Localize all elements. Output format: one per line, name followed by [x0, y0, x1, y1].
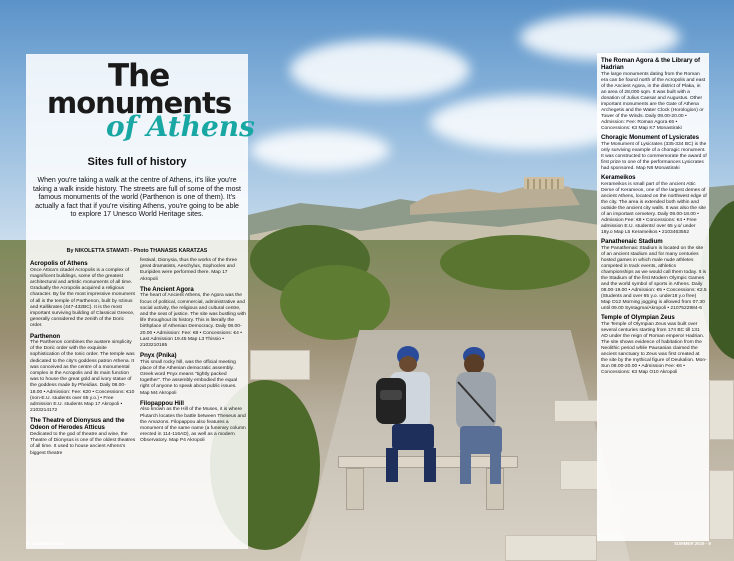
- section-parthenon: [30, 333, 136, 415]
- person-seated: [444, 342, 514, 490]
- stone-block: [505, 535, 597, 561]
- stone-block: [709, 470, 734, 540]
- title-line-1: The: [108, 58, 170, 94]
- cloud: [250, 130, 390, 170]
- section-body: The Monument of Lysicrates (335-334 BC) is the only surviving example of a choragic monument. It was constructed to commemorate the award of first prize to one of the performances Lysicrates had sponsored. Map N8 Monastiraki: [601, 141, 707, 171]
- section-theatre-of-dionysus: [30, 417, 136, 456]
- article-column-1: [30, 260, 136, 460]
- cloud: [290, 40, 470, 100]
- section-heading: The Roman Agora & the Library of Hadrian: [601, 57, 700, 71]
- section-body: The Temple of Olympian Zeus was built over several centuries starting from 174 BC till 131 AD under the reign of Roman emperor Hadrian. The site shows evidence of habitation from the Neolithic period while Pausanias claimed the ancient sanctuary to Zeus was first created at the site by the mythical figure of Deukalion. Mon-Sun 08.00-20.00 • Admission Fee: €6 • Concessions: €3 Map O10 Akropoli: [601, 321, 707, 375]
- section-body: The heart of Ancient Athens, the Agora was the focus of political, commercial, administrative and social activity, the religious and cultural centre, and the seat of justice. The site was bustling with life throughout its history. This is literally the birthplace of Athenian Democracy. Daily 08.00-20.00 • Admission: Fee: €8 • Concessions: €4 • Last Admission 19.45 Map L3 Thissio • 2103210185: [140, 293, 246, 348]
- section-body: Kerameikos is small part of the ancient Attic Deme of Kerameon, one of the largest demes of ancient Athens, located on the northwest edge of the city. The area is extended both within and outside the ancient city walls. It was also the site of an important cemetery. Daily 08.00-18.00 • Admission Fee: €8 • Concessions: €4 • Free admission E.U. students/ over 65 y.o/ under 18y.o Map L5 Kerameikos • 2103463552: [601, 181, 707, 235]
- bench-leg: [346, 468, 364, 510]
- subtitle: Sites full of history: [87, 156, 187, 168]
- section-body: Once Attica's citadel Acropolis is a complex of magnificent buildings, some of the greatest architectural and artistic monuments of all time. Gradually the Acropolis acquired a religious character. By far the most impressive monument of all is the temple of Parthenon, built by Ictinus and Kallikrates (447-432BC). It is the most important surviving building of Classical Greece, generally considered the zenith of the Doric order.: [30, 267, 135, 329]
- stone-block: [560, 460, 598, 490]
- section-heading: The Ancient Agora: [140, 285, 194, 293]
- section-theatre-continued: [140, 258, 246, 283]
- stone-block: [250, 350, 310, 380]
- title-line-3: of Athens: [106, 110, 255, 143]
- section-filopappou: [140, 400, 246, 445]
- folio-left: 8 · SUMMER 2019: [26, 541, 63, 546]
- section-body: This small rocky hill, was the official meeting place of the Athenian democratic assembly. Greek word Pnyx means "tightly packed together". The assembly embodied the equal right of anyone to speak about public issues. Map M4 Akropoli: [140, 359, 238, 396]
- section-pnyx: [140, 352, 246, 397]
- section-kerameikos: [601, 174, 707, 236]
- folio-right: SUMMER 2019 · 9: [674, 541, 711, 546]
- section-heading: Pnyx (Pnika): [140, 352, 177, 360]
- section-body: The large monuments dating from the Roman era can be found north of the Acropolis and east of the Ancient Agora, in the district of Plaka, in an area of 28,000 sqm. It was built with a donation of Julius Caesar and Augustus. Other important monuments are the Gate of Athena Archegetis and the Water Clock (Horologion) or Tower of the Winds. Daily 08.00-20.00 • Admission: Fee: Roman Agora €6 • Concessions: €3 Map K7 Monastiraki: [601, 71, 706, 131]
- section-body: The Parthenon combines the austere simplicity of the Doric order with the exquisite sophistication of the Ionic order. The temple was dedicated to the city's goddess patron Athena. It was conceived as the centre of a monumental complex in the Acropolis and its main function was to house the great gold and ivory statue of the goddess made by Pheidias. Daily 08.00-18.00 • Admission: Fee: €20 • Concessions: €10 (non-E.U. students over 65 y.o.) • Free admission E.U. students Map 17 Akropoli • 2103214172: [30, 340, 135, 414]
- section-body: festival, Dionysia, thus the works of the three great dramatists, Aeschylus, Sophocles and Euripides were performed there. Map 17 Akropoli: [140, 258, 238, 282]
- byline: By NIKOLETTA STAMATI - Photo THANASIS KARATZAS: [66, 248, 208, 254]
- section-heading: Filopappou Hill: [140, 399, 185, 407]
- stone-block: [709, 380, 734, 440]
- section-body: Also known as the Hill of the Muses, it is where Plutarch locates the battle between Theseus and the Amazons. Filopappou also features a monument of the same name (a funerary column erected in 114-116AD), as well as a modern Observatory. Map P4 Akropoli: [140, 407, 246, 444]
- section-lysicrates: [601, 134, 707, 172]
- section-roman-agora: [601, 57, 707, 132]
- section-acropolis: [30, 260, 136, 330]
- section-heading: Acropolis of Athens: [30, 260, 88, 267]
- trees: [280, 265, 390, 340]
- article-column-3: [601, 57, 707, 378]
- person-with-backpack: [366, 340, 444, 490]
- section-heading: Panathenaic Stadium: [601, 238, 663, 246]
- section-body: Dedicated to the god of theatre and wine, the Theatre of Dionysus is one of the oldest theatres of all time. It used to house ancient Athens's biggest theatre: [30, 431, 136, 456]
- intro-paragraph: When you're taking a walk at the centre of Athens, it's like you're taking a walk inside history. The streets are full of some of the most famous monuments of the world (Parthenon is one of them). It's actually a fact that if you're visiting Athens, you're going to be able to explore 17 Unesco World Heritage sites.: [33, 177, 241, 219]
- section-heading: Temple of Olympian Zeus: [601, 314, 675, 322]
- section-body: The Panathenaic Stadium is located on the site of an ancient stadium and for many centuries hosted games in which male nude athletes competed in track events, athletics championships as we would call them today. It is the Stadium of the first Modern Olympic Games and the world symbol of sports in Athens. Daily 08.00-19.00 • Admission: €5 • Concessions: €2.5 (Students and over 65 y.o. under18 y.o free) Map O12 Morning jogging is allowed from 07.30 until 09.00 Syntagma/Akropoli • 2107522984-6: [601, 245, 707, 311]
- section-heading: Choragic Monument of Lysicrates: [601, 134, 699, 142]
- section-heading: Parthenon: [30, 332, 61, 340]
- section-ancient-agora: [140, 286, 246, 349]
- stone-block: [554, 400, 598, 422]
- section-heading: The Theatre of Dionysus and the Odeon of Herodes Atticus: [30, 417, 125, 432]
- section-panathenaic-stadium: [601, 238, 707, 312]
- title-line-2: monuments: [47, 86, 232, 120]
- article-column-2: [140, 258, 246, 448]
- section-olympian-zeus: [601, 314, 707, 376]
- section-heading: Kerameikos: [601, 174, 636, 182]
- trees: [440, 235, 590, 290]
